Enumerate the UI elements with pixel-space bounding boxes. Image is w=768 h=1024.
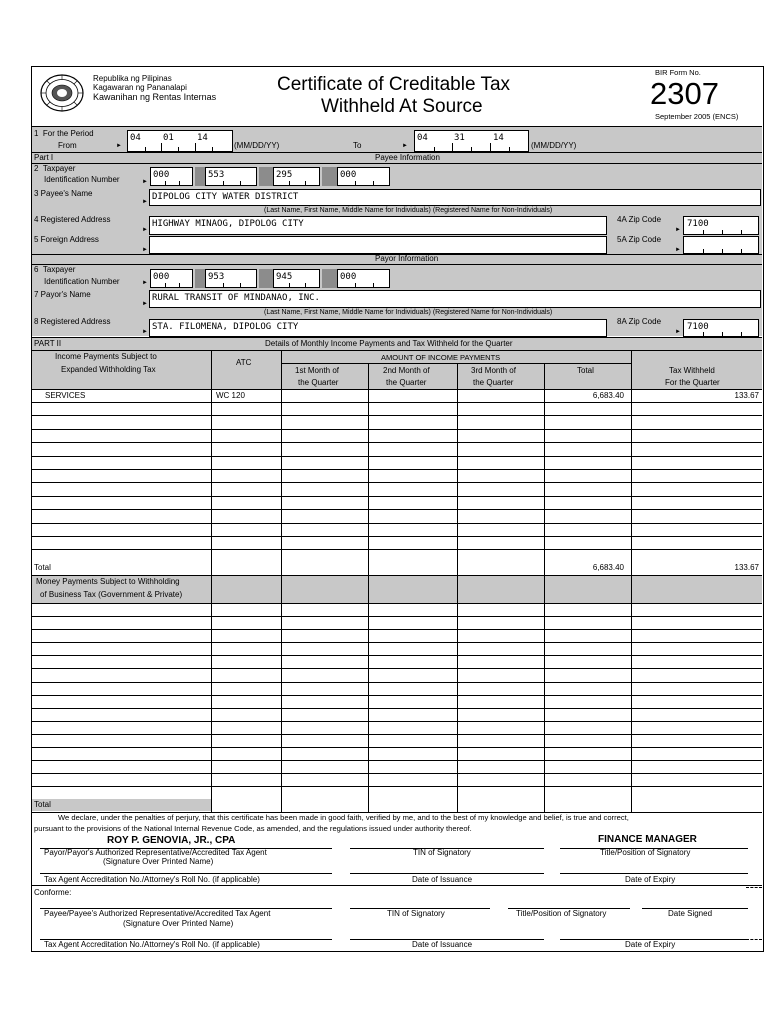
col-income-header-2: Expanded Withholding Tax xyxy=(61,365,156,374)
to-year: 14 xyxy=(493,133,504,143)
conforme-label: Conforme: xyxy=(34,888,72,897)
form-number: 2307 xyxy=(650,76,719,111)
payor-zip-field[interactable]: 7100 xyxy=(683,319,759,337)
tin-signatory-label: TIN of Signatory xyxy=(413,848,471,857)
payee-name-label: 3 Payee's Name xyxy=(34,189,93,198)
payee-signature-label2: (Signature Over Printed Name) xyxy=(123,919,234,928)
payor-tin-3[interactable]: 945 xyxy=(273,269,320,288)
col-m3-header-1: 3rd Month of xyxy=(471,366,516,375)
republic-label: Republika ng Pilipinas xyxy=(93,74,172,83)
period-label: 1 For the Period xyxy=(34,129,94,138)
form-title-line1: Certificate of Creditable Tax xyxy=(277,74,511,95)
from-format-hint: (MM/DD/YY) xyxy=(234,141,280,150)
date-expiry-label2: Date of Expiry xyxy=(625,940,676,949)
payor-signature-label2: (Signature Over Printed Name) xyxy=(103,857,214,866)
signatory-name: ROY P. GENOVIA, JR., CPA xyxy=(107,835,236,846)
total-amount: 6,683.40 xyxy=(592,563,624,572)
part1-label: Part I xyxy=(34,153,54,162)
payee-zip-field[interactable]: 7100 xyxy=(683,216,759,235)
bir-form-2307: Republika ng Pilipinas Kagawaran ng Pananalapi Kawanihan ng Rentas Internas Certificate of Creditable Tax Withheld At Source BIR Form No. 2307 September 2005 (ENCS) 1 For the Period From ► 04 01 14 (MM/DD/YY) To ► 04 31 14 (MM/DD/YY) Part I Payee Information 2 Taxpayer Identification Number ► 000 553 295 000 3 Payee's Name ► DIPOLOG CITY WATER DISTRICT (Last Name, First Name, Middle Name for Individuals) (Registered Name for Non-Individuals) 4 Registered Address ► HIGHWAY MINAOG, DIPOLOG CITY 4A Zip Code ► 7100 5 Foreign Address ► 5A Zip Code ► Payor Information 6 Taxpayer Identification Number ► 000 953 945 000 7 Payor's Name ► RURAL TRANSIT OF MINDANAO, INC. (Last Name, First Name, Middle Name for Individuals) (Registered Name for Non-Individuals) 8 Registered Address ► STA. FILOMENA, DIPOLOG CITY 8A Zip Code ► 7100 PART II Details of Monthly Income Payments and Tax Withheld for the Quarter Income Payments Subject to Expanded Withholding Tax ATC AMOUNT OF INCOME PAYMENTS 1st Month of the Quarter 2nd Month of the Quarter 3rd Month of the Quarter Total Tax Withheld For the Quarter SERVICES WC 120 6,683.40 133.67 Total 6,683.40 133.67 Money Payments Subject to Withholding of Business Tax (Government & Private) Total We declare, under the penalties of perjury, that this certificate has been made in good faith, verified by me, and to the best of my knowledge and belief, is true and correct, pursuant to the provisions of the National Internal Revenue Code, as amended, and the regulations issued under authority thereof. ROY P. GENOVIA, JR., CPA FINANCE MANAGER Payor/Payor's Authorized Representative/Accredited Tax Agent (Signature Over Printed Name) TIN of Signatory Title/Position of Signatory Tax Agent Accreditation No./Attorney's Roll No. (if applicable) Date of Issuance Date of Expiry Conforme: Payee/Payee's Authorized Representative/Accredited Tax Agent (Signature Over Printed Name) TIN of Signatory Title/Position of Signatory Date Signed Tax Agent Accreditation No./Attorney's Roll No. (if applicable) Date of Issuance Date of Expiry xyxy=(31,66,764,952)
foreign-zip-label: 5A Zip Code xyxy=(617,235,662,244)
row-total: 6,683.40 xyxy=(592,391,624,400)
declaration-line2: pursuant to the provisions of the National Internal Revenue Code, as amended, and the regulations issued under authority thereof. xyxy=(34,824,472,833)
payor-tin-2[interactable]: 953 xyxy=(205,269,257,288)
to-month: 04 xyxy=(417,133,428,143)
total-label: Total xyxy=(34,563,51,572)
payee-address-field[interactable]: HIGHWAY MINAOG, DIPOLOG CITY xyxy=(149,216,607,235)
date-issuance-label2: Date of Issuance xyxy=(412,940,473,949)
bir-seal-icon xyxy=(39,73,85,113)
date-issuance-label: Date of Issuance xyxy=(412,875,473,884)
to-format-hint: (MM/DD/YY) xyxy=(531,141,577,150)
form-title-line2: Withheld At Source xyxy=(321,96,483,117)
money-payments-line2: of Business Tax (Government & Private) xyxy=(40,590,183,599)
department-label: Kagawaran ng Pananalapi xyxy=(93,83,187,92)
from-day: 01 xyxy=(163,133,174,143)
tin-signatory-label2: TIN of Signatory xyxy=(387,909,445,918)
col-m2-header-1: 2nd Month of xyxy=(383,366,430,375)
payee-tin-label: 2 Taxpayer xyxy=(34,164,76,173)
col-m2-header-2: the Quarter xyxy=(386,378,427,387)
payee-tin-3[interactable]: 295 xyxy=(273,167,320,186)
accreditation-label: Tax Agent Accreditation No./Attorney's Roll No. (if applicable) xyxy=(44,875,260,884)
title-position-label2: Title/Position of Signatory xyxy=(516,909,607,918)
payee-tin-1[interactable]: 000 xyxy=(150,167,193,186)
payee-tin-label2: Identification Number xyxy=(44,175,120,184)
row-income-type: SERVICES xyxy=(45,391,86,400)
total2-row-fill xyxy=(32,799,211,811)
payee-name-field[interactable]: DIPOLOG CITY WATER DISTRICT xyxy=(149,189,761,206)
col-m3-header-2: the Quarter xyxy=(473,378,514,387)
total2-label: Total xyxy=(34,800,51,809)
foreign-address-label: 5 Foreign Address xyxy=(34,235,99,244)
money-payments-line1: Money Payments Subject to Withholding xyxy=(36,577,180,586)
foreign-address-field[interactable] xyxy=(149,236,607,254)
col-atc-header: ATC xyxy=(236,358,252,367)
payor-name-hint: (Last Name, First Name, Middle Name for Individuals) (Registered Name for Non-Individuals) xyxy=(264,309,553,316)
from-label: From xyxy=(58,141,77,150)
payor-address-label: 8 Registered Address xyxy=(34,317,111,326)
payor-zip-label: 8A Zip Code xyxy=(617,317,662,326)
payee-info-title: Payee Information xyxy=(375,153,440,162)
foreign-zip-field[interactable] xyxy=(683,236,759,254)
row-tax-withheld: 133.67 xyxy=(734,391,759,400)
col-income-header-1: Income Payments Subject to xyxy=(55,352,157,361)
payor-tin-4[interactable]: 000 xyxy=(337,269,390,288)
accreditation-label2: Tax Agent Accreditation No./Attorney's Roll No. (if applicable) xyxy=(44,940,260,949)
from-year: 14 xyxy=(197,133,208,143)
form-label: BIR Form No. xyxy=(655,68,701,77)
form-version: September 2005 (ENCS) xyxy=(655,112,739,121)
payor-signature-label: Payor/Payor's Authorized Representative/Accredited Tax Agent xyxy=(44,848,267,857)
date-signed-label: Date Signed xyxy=(668,909,713,918)
payee-address-label: 4 Registered Address xyxy=(34,215,111,224)
payee-name-hint: (Last Name, First Name, Middle Name for Individuals) (Registered Name for Non-Individuals) xyxy=(264,207,553,214)
row-atc: WC 120 xyxy=(216,391,245,400)
declaration-line1: We declare, under the penalties of perjury, that this certificate has been made in good faith, verified by me, and to the best of my knowledge and belief, is true and correct, xyxy=(58,813,629,822)
payee-tin-2[interactable]: 553 xyxy=(205,167,257,186)
col-total-header: Total xyxy=(577,366,594,375)
title-position-label: Title/Position of Signatory xyxy=(600,848,691,857)
signatory-position: FINANCE MANAGER xyxy=(598,834,697,845)
to-day: 31 xyxy=(454,133,465,143)
payee-tin-4[interactable]: 000 xyxy=(337,167,390,186)
col-tax-header-1: Tax Withheld xyxy=(669,366,715,375)
payor-address-field[interactable]: STA. FILOMENA, DIPOLOG CITY xyxy=(149,319,607,337)
payee-signature-label: Payee/Payee's Authorized Representative/Accredited Tax Agent xyxy=(44,909,271,918)
payor-tin-label2: Identification Number xyxy=(44,277,120,286)
payor-info-title: Payor Information xyxy=(375,254,439,263)
part2-label: PART II xyxy=(34,339,62,348)
payee-zip-label: 4A Zip Code xyxy=(617,215,662,224)
payor-name-label: 7 Payor's Name xyxy=(34,290,91,299)
amount-header: AMOUNT OF INCOME PAYMENTS xyxy=(381,353,501,362)
bureau-label: Kawanihan ng Rentas Internas xyxy=(93,92,217,102)
period-to-field[interactable] xyxy=(414,130,529,152)
col-tax-header-2: For the Quarter xyxy=(665,378,720,387)
col-m1-header-2: the Quarter xyxy=(298,378,339,387)
date-expiry-label: Date of Expiry xyxy=(625,875,676,884)
from-month: 04 xyxy=(130,133,141,143)
col-m1-header-1: 1st Month of xyxy=(295,366,340,375)
part2-title: Details of Monthly Income Payments and Tax Withheld for the Quarter xyxy=(265,339,513,348)
money-table xyxy=(32,575,762,812)
total-tax: 133.67 xyxy=(734,563,759,572)
payor-tin-label: 6 Taxpayer xyxy=(34,265,76,274)
period-from-field[interactable] xyxy=(127,130,233,152)
to-label: To xyxy=(353,141,362,150)
payor-tin-1[interactable]: 000 xyxy=(150,269,193,288)
payor-name-field[interactable]: RURAL TRANSIT OF MINDANAO, INC. xyxy=(149,290,761,308)
